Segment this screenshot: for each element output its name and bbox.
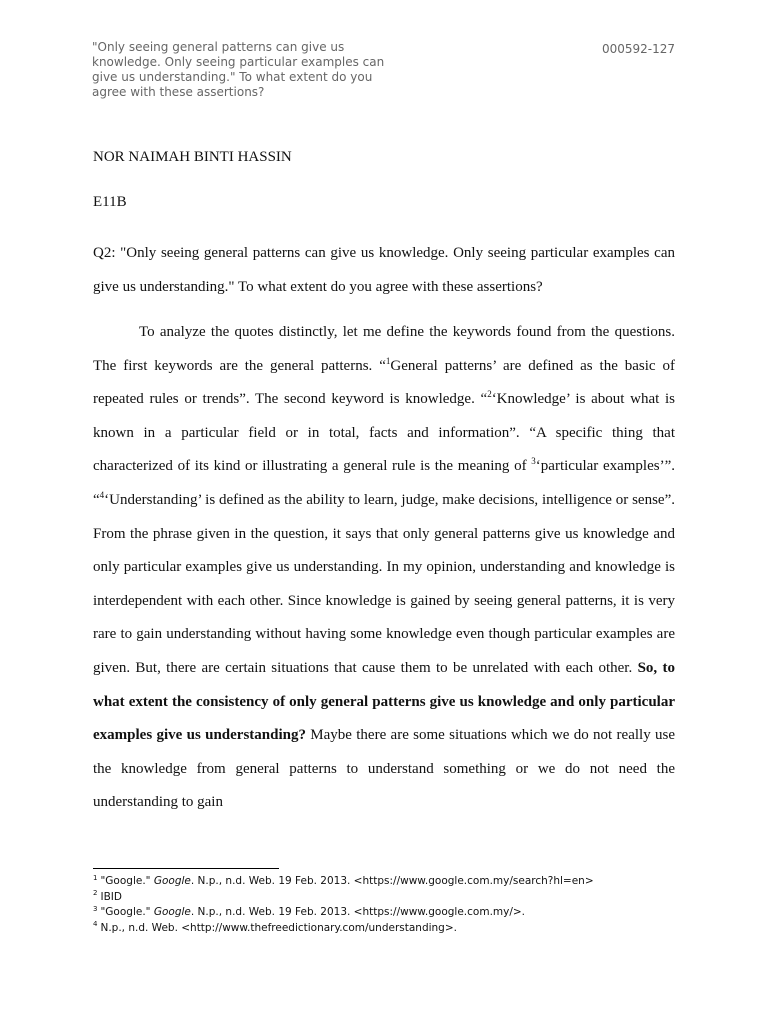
footnote-number: 2 (93, 889, 98, 897)
footnote (93, 890, 594, 906)
footnotes (93, 874, 594, 936)
footnote-number: 4 (93, 920, 98, 928)
body-text: To analyze the quotes distinctly, let me define the keywords found from the questions. The first keywords are the general patterns. “ (93, 324, 675, 374)
author-name: NOR NAIMAH BINTI HASSIN (93, 149, 292, 165)
essay-question: Q2: "Only seeing general patterns can give us knowledge. Only seeing particular examples can give us understanding." To what extent do you agree with these assertions? (93, 245, 675, 295)
footnote (93, 905, 594, 921)
footnote-divider (93, 868, 279, 869)
footnote-ref: 4 (99, 489, 105, 500)
footnote-italic: Google (153, 875, 191, 887)
footnote-ref: 1 (385, 355, 391, 366)
footnote-text: . N.p., n.d. Web. 19 Feb. 2013. <https://www.google.com.my/search?hl=en> (190, 875, 594, 887)
footnote-number: 3 (93, 904, 98, 913)
footnote-number: 1 (93, 873, 98, 882)
footnote-ref: 2 (487, 389, 492, 400)
footnote-text: N.p., n.d. Web. <http://www.thefreedictionary.com/understanding>. (100, 921, 457, 934)
class-code: E11B (93, 194, 127, 210)
footnote (93, 921, 594, 937)
header-doc-id: 000592-127 (601, 42, 675, 56)
footnote-text: IBID (100, 890, 122, 903)
header-title: "Only seeing general patterns can give us knowledge. Only seeing particular examples can give us understanding." To what extent do you agree with these assertions? (92, 40, 385, 99)
footnote-text: "Google." (100, 875, 154, 887)
footnote (93, 874, 594, 890)
body-text: ‘particular examples’”. “ (93, 458, 675, 508)
essay-body-paragraph (93, 316, 675, 820)
body-text: General patterns’ are defined as the basic of repeated rules or trends”. The second keyword is knowledge. “ (93, 357, 675, 408)
body-bold-question: So, to what extent the consistency of only general patterns give us knowledge and only particular examples give us understanding? (93, 659, 675, 744)
body-text: ‘Knowledge’ is about what is known in a particular field or in total, facts and information”. “A specific thing that characterized of its kind or illustrating a general rule is the meaning of (93, 391, 675, 475)
footnote-text: . N.p., n.d. Web. 19 Feb. 2013. <https://www.google.com.my/>. (190, 906, 526, 918)
body-text: Maybe there are some situations which we do not really use the knowledge from general patterns to understand something or we do not need the understanding to gain (93, 727, 675, 811)
footnote-text: "Google." (100, 906, 154, 918)
footnote-italic: Google (153, 906, 191, 918)
body-text: ‘Understanding’ is defined as the ability to learn, judge, make decisions, intelligence or sense”. From the phrase given in the question, it says that only general patterns give us knowledge and only particular examples give us understanding. In my opinion, understanding and knowledge is interdependent with each other. Since knowledge is gained by seeing general patterns, it is very rare to gain understanding without having some knowledge even though particular examples are given. But, there are certain situations that cause them to be unrelated with each other. (93, 491, 675, 676)
footnote-ref: 3 (531, 456, 536, 467)
